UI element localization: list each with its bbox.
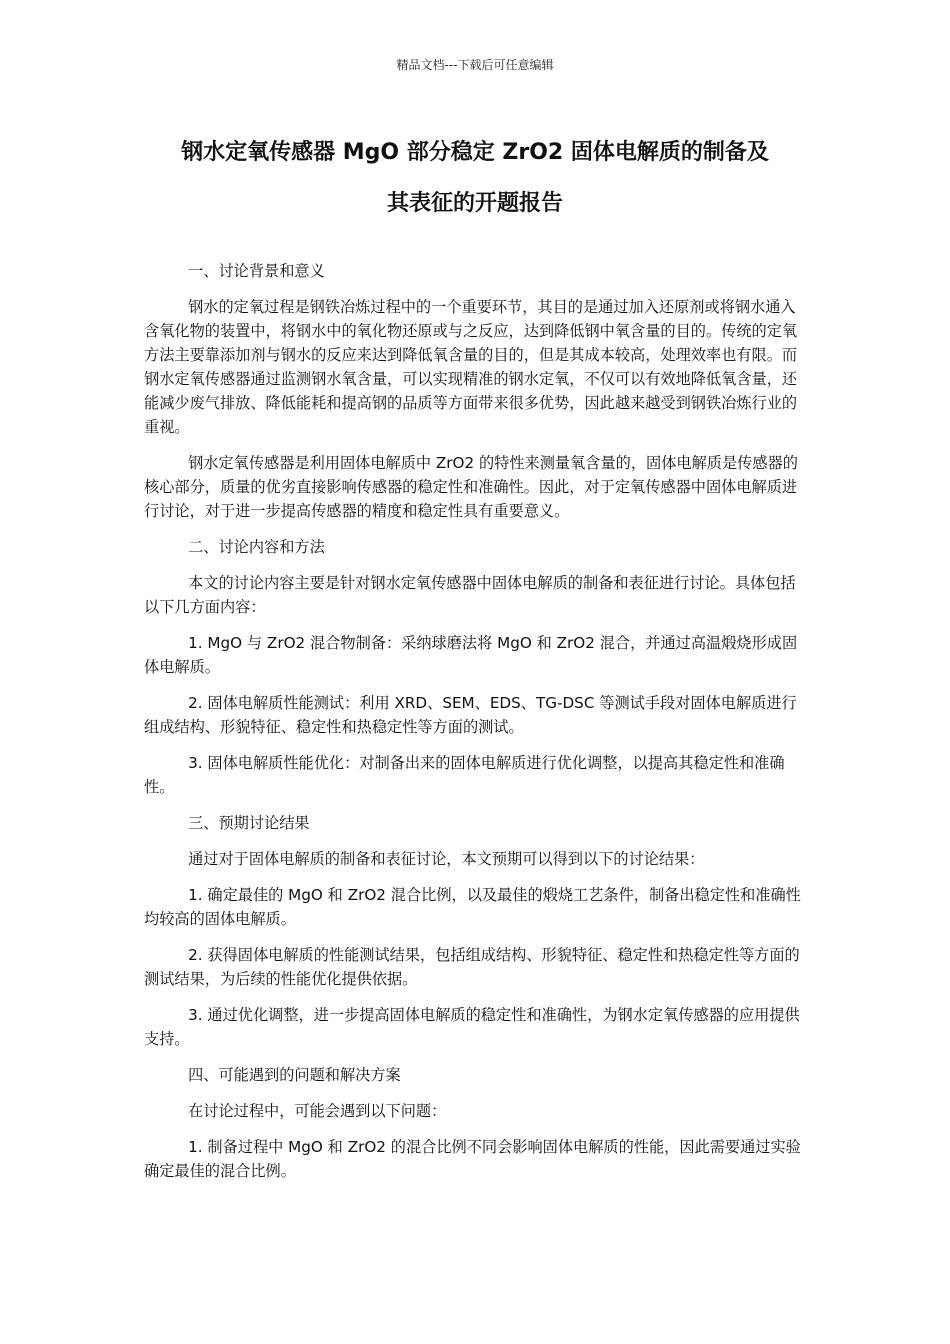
list-item: 3. 通过优化调整，进一步提高固体电解质的稳定性和准确性，为钢水定氧传感器的应用提供支持。 [144, 1006, 800, 1048]
header-note: 精品文档---下载后可任意编辑 [396, 58, 554, 72]
paragraph: 在讨论过程中，可能会遇到以下问题： [188, 1102, 447, 1120]
document-body [144, 259, 809, 1195]
list-item: 3. 固体电解质性能优化：对制备出来的固体电解质进行优化调整，以提高其稳定性和准确性。 [144, 754, 785, 796]
section-heading-expected-results: 三、预期讨论结果 [188, 814, 310, 832]
list-item: 1. MgO 与 ZrO2 混合物制备：采纳球磨法将 MgO 和 ZrO2 混合，并通过高温煅烧形成固体电解质。 [144, 634, 798, 676]
section-heading-background: 一、讨论背景和意义 [188, 262, 325, 280]
section-heading-problems: 四、可能遇到的问题和解决方案 [188, 1066, 401, 1084]
paragraph: 本文的讨论内容主要是针对钢水定氧传感器中固体电解质的制备和表征进行讨论。具体包括以下几方面内容： [144, 574, 796, 616]
list-item: 2. 获得固体电解质的性能测试结果，包括组成结构、形貌特征、稳定性和热稳定性等方面的测试结果，为后续的性能优化提供依据。 [144, 946, 800, 988]
paragraph: 钢水定氧传感器是利用固体电解质中 ZrO2 的特性来测量氧含量的，固体电解质是传感器的核心部分，质量的优劣直接影响传感器的稳定性和准确性。因此，对于定氧传感器中固体电解质进行讨论，对于进一步提高传感器的精度和稳定性具有重要意义。 [144, 454, 798, 520]
document-title-line-1: 钢水定氧传感器 MgO 部分稳定 ZrO2 固体电解质的制备及 [181, 140, 769, 165]
paragraph: 钢水的定氧过程是钢铁冶炼过程中的一个重要环节，其目的是通过加入还原剂或将钢水通入含氧化物的装置中，将钢水中的氧化物还原或与之反应，达到降低钢中氧含量的目的。传统的定氧方法主要靠添加剂与钢水的反应来达到降低氧含量的目的，但是其成本较高，处理效率也有限。而钢水定氧传感器通过监测钢水氧含量，可以实现精准的钢水定氧，不仅可以有效地降低氧含量，还能减少废气排放、降低能耗和提高钢的品质等方面带来很多优势，因此越来越受到钢铁冶炼行业的重视。 [144, 298, 798, 436]
document-title-line-2: 其表征的开题报告 [386, 191, 563, 216]
list-item: 2. 固体电解质性能测试：利用 XRD、SEM、EDS、TG-DSC 等测试手段对固体电解质进行组成结构、形貌特征、稳定性和热稳定性等方面的测试。 [144, 694, 797, 736]
list-item: 1. 确定最佳的 MgO 和 ZrO2 混合比例，以及最佳的煅烧工艺条件，制备出稳定性和准确性均较高的固体电解质。 [144, 886, 801, 928]
list-item: 1. 制备过程中 MgO 和 ZrO2 的混合比例不同会影响固体电解质的性能，因此需要通过实验确定最佳的混合比例。 [144, 1138, 801, 1180]
paragraph: 通过对于固体电解质的制备和表征讨论，本文预期可以得到以下的讨论结果： [188, 850, 705, 868]
section-heading-methods: 二、讨论内容和方法 [188, 538, 325, 556]
